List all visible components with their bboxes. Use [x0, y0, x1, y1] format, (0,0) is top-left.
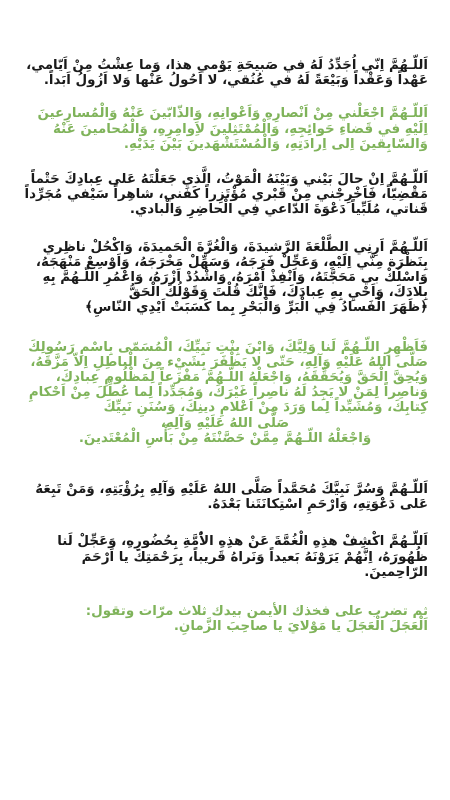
- text-line: فَاَظْهِرِ اللّـهُمَّ لَنا وَلِيَّكَ، وَابْنَ بِنْتِ نَبِيِّكَ، الْمُسَمّى بِاسْمِ رَسُولِكَ: [28, 339, 428, 355]
- paragraph-instruction: [22, 604, 428, 634]
- text-line: صَلَّى اللهُ عَلَيْهِ وَآلِهِ، حَتّى لا يَظْفَرَ بِشَيْء مِنَ الْباطِلِ اِلاّ مَزَّقَهُ،: [30, 354, 428, 370]
- text-line: اَللّـهُمَّ اِنْ حالَ بَيْني وَبَيْنَهُ الْمَوْتُ، الَّذي جَعَلْتَهُ عَلى عِبادِكَ حَتْماً: [30, 172, 428, 188]
- paragraph-supporters: [22, 106, 428, 152]
- text-line: عَهْداً وَعَقْداً وَبَيْعَةً لَهُ في عُنُقي، لا اَحُولُ عَنْها وَلا اَزُولُ اَبَداً.: [43, 73, 428, 89]
- text-line: صَلَّى اللهُ عَلَيْهِ وَآلِهِ،: [160, 415, 290, 431]
- text-line: اَللّـهُمَّ اَرِنِي الطَّلْعَةَ الرَّشيدَةَ، وَالْغُرَّةَ الْحَميدَةَ، وَاكْحُلْ ناظِري: [42, 239, 428, 255]
- text-line: اَللّـهُمَّ وَسُرَّ نَبِيَّكَ مُحَمَّداً صَلَّى اللهُ عَلَيْهِ وَآلِهِ بِرُؤْيَتِهِ، وَمَنْ تَبِعَهُ: [35, 482, 428, 498]
- text-line: مَقْضِيّاً، فَاَخْرِجْني مِنْ قَبْري مُؤْتَزِراً كَفَني، شاهِراً سَيْفي مُجَرِّداً: [24, 187, 428, 203]
- paragraph-gladden-prophet: [22, 482, 428, 512]
- text-line: ظُهُورَهُ، اِنَّهُمْ يَرَوْنَهُ بَعيداً وَنَراهُ قَريباً، بِرَحْمَتِكَ يا اَرْحَمَ: [81, 549, 428, 565]
- quran-verse: ﴿ظَهَرَ الْفَسادُ فِي الْبَرِّ وَالْبَحْرِ بِما كَسَبَتْ اَيْدِي النّاسِ﴾: [85, 300, 428, 316]
- text-line: وَالسّابِقينَ اِلى اِرادَتِهِ، وَالْمُسْتَشْهَدينَ بَيْنَ يَدَيْهِ.: [123, 136, 428, 152]
- text-line: وَناصِراً لِمَنْ لا يَجِدُ لَهُ ناصِراً غَيْرَكَ، وَمُجَدِّداً لِما عُطِّلَ مِنْ اَحْكامِ: [28, 385, 428, 401]
- text-line: الرّاحِمينَ.: [364, 564, 428, 580]
- text-line: وَيُحِقَّ الْحَقَّ وَيُحَقِّقَهُ، وَاجْعَلْهُ اللّـهُمَّ مَفْزَعاً لِمَظْلُومِ عِبادِكَ،: [55, 370, 428, 386]
- text-line: بِنَظْرَة مِنّي اِلَيْهِ، وَعَجِّلْ فَرَجَهُ، وَسَهِّلْ مَخْرَجَهُ، وَاَوْسِعْ مَنْهَجَهُ،: [35, 254, 428, 270]
- text-line: وَاجْعَلْهُ اللّـهُمَّ مِمَّنْ حَصَّنْتَهُ مِنْ بَأْسِ الْمُعْتَدينَ.: [78, 430, 372, 446]
- paragraph-manifest: [22, 340, 428, 446]
- paragraph-renewal: [22, 58, 428, 88]
- paragraph-death: [22, 172, 428, 218]
- text-line: اَللّـهُمَّ اجْعَلْني مِنْ اَنْصارِهِ وَاَعْوانِهِ، وَالذّابّينَ عَنْهُ وَالْمُسارِعينَ: [37, 106, 428, 122]
- text-line: اَللّـهُمَّ اكْشِفْ هذِهِ الْغُمَّةَ عَنْ هذِهِ الاُْمَّةِ بِحُضُورِهِ، وَعَجِّلْ لَنا: [57, 534, 428, 550]
- paragraph-show-me: [22, 240, 428, 316]
- text-line: بِلادَكَ، وَاَحْيِ بِهِ عِبادَكَ، فَاِنَّكَ قُلْتَ وَقَوْلُكَ الْحَقُّ: [128, 285, 428, 301]
- text-line: قَناتي، مُلَبِّياً دَعْوَةَ الدّاعي فِي الْحاضِرِ وَالْبادي.: [129, 202, 428, 218]
- text-line: اَلْعَجَلَ الْعَجَلَ يا مَوْلايَ يا صاحِبَ الزَّمانِ.: [173, 619, 428, 635]
- text-line: وَاسْلُكْ بي مَحَجَّتَهُ، وَاَنْفِذْ اَمْرَهُ، وَاشْدُدْ اَزْرَهُ، وَاعْمُرِ اللّـهُمَّ بِهِ: [42, 270, 428, 286]
- paragraph-remove-grief: [22, 534, 428, 580]
- text-line: اِلَيْهِ في قَضاءِ حَوائِجِهِ، وَالْمُمْتَثِلينَ لاَِوامِرِهِ، وَالْمُحامينَ عَنْهُ: [53, 121, 428, 137]
- text-line: عَلى دَعْوَتِهِ، وَارْحَمِ اسْتِكانَتَنا بَعْدَهُ.: [207, 497, 428, 513]
- instruction-line: ثم تضرب على فخذك الأيمن بيدك ثلاث مرّات وتقول:: [85, 604, 428, 620]
- text-line: كِتابِكَ، وَمُشَيِّداً لِما وَرَدَ مِنْ اَعْلامِ دينِكَ، وَسُنَنِ نَبِيِّكَ: [103, 400, 428, 416]
- text-line: اَللّـهُمَّ اِنّي اُجَدِّدُ لَهُ في صَبيحَةِ يَوْمي هذا، وَما عِشْتُ مِنْ اَيّامي،: [26, 58, 428, 73]
